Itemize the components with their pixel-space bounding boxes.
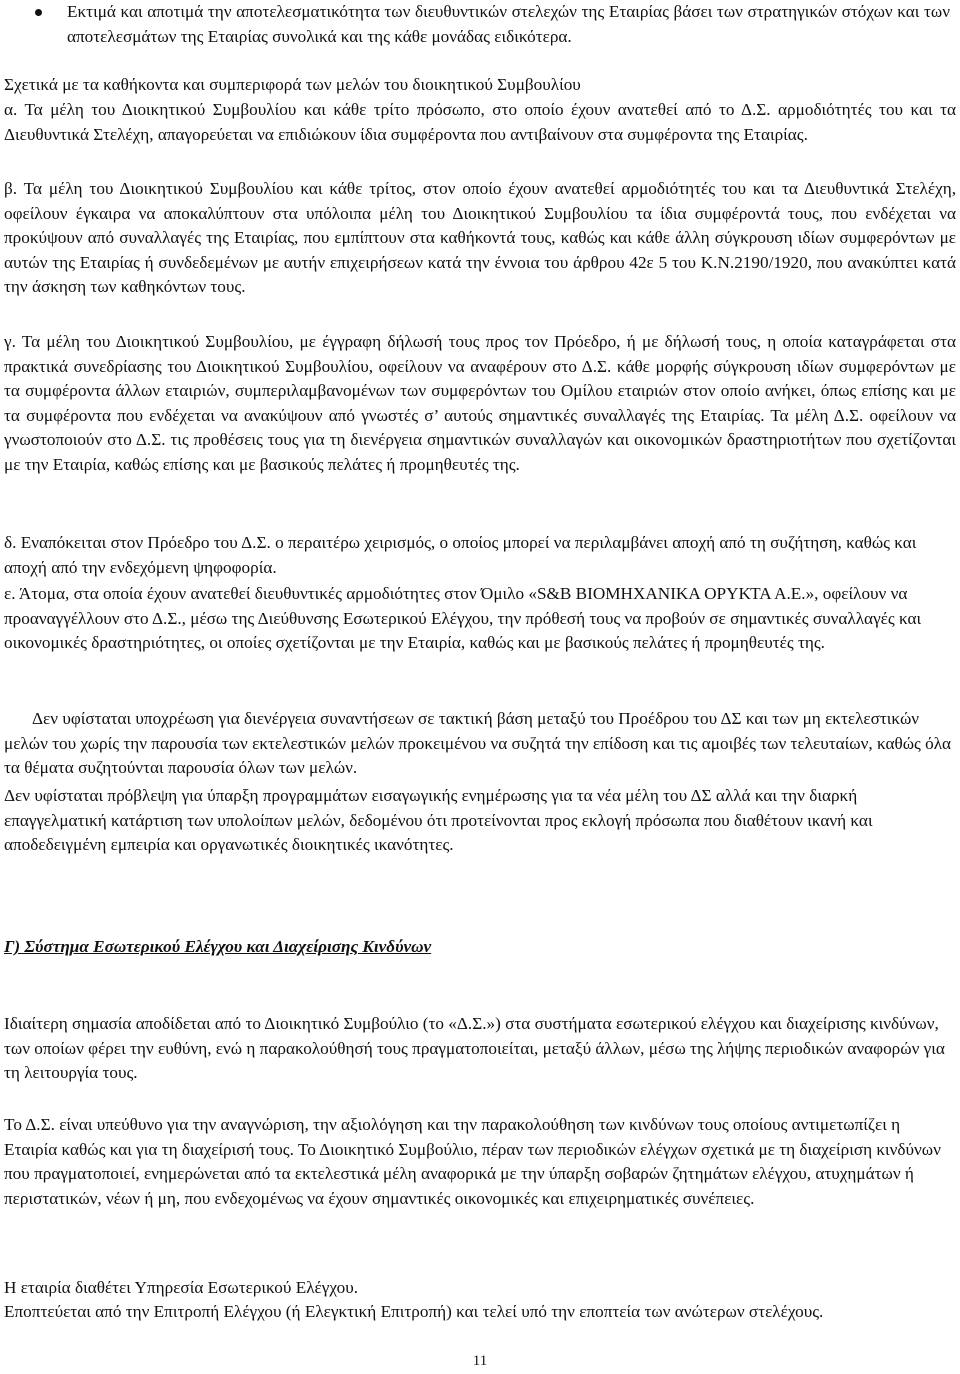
bullet-icon	[35, 9, 42, 16]
section-heading: Γ) Σύστημα Εσωτερικού Ελέγχου και Διαχείρισης Κινδύνων	[4, 937, 432, 956]
paragraph-item-d: δ. Εναπόκειται στον Πρόεδρο του Δ.Σ. ο περαιτέρω χειρισμός, ο οποίος μπορεί να περιλαμβάνει αποχή από τη συζήτηση, καθώς και αποχή από την ενδεχόμενη ψηφοφορία.	[4, 533, 917, 577]
conduct-intro: Σχετικά με τα καθήκοντα και συμπεριφορά των μελών του διοικητικού Συμβουλίου	[4, 75, 581, 94]
paragraph-item-b: β. Τα μέλη του Διοικητικού Συμβουλίου και κάθε τρίτος, στον οποίο έχουν ανατεθεί αρμοδιότητές του και τα Διευθυντικά Στελέχη, οφείλουν έγκαιρα να αποκαλύπτουν στα υπόλοιπα μέλη του Διοικητικού Συμβουλίου τα ίδια συμφέροντά τους, που ενδέχεται να προκύψουν από συναλλαγές της Εταιρίας, που εμπίπτουν στα καθήκοντά τους, καθώς και κάθε άλλη σύγκρουση ιδίων συμφερόντων με αυτών της Εταιρίας ή συνδεδεμένων με αυτήν επιχειρήσεων κατά την έννοια του άρθρου 42ε 5 του Κ.Ν.2190/1920, που ανακύπτει κατά την άσκηση των καθηκόντων τους.	[4, 179, 956, 296]
paragraph-no-obligation: Δεν υφίσταται υποχρέωση για διενέργεια συναντήσεων σε τακτική βάση μεταξύ του Προέδρου του ΔΣ και των μη εκτελεστικών μελών του χωρίς την παρουσία των εκτελεστικών μελών προκειμένου να συζητά την επίδοση και τις αμοιβές των τελευταίων, καθώς όλα τα θέματα συζητούνται παρουσία όλων των μελών.	[4, 709, 952, 777]
paragraph-no-induction: Δεν υφίσταται πρόβλεψη για ύπαρξη προγραμμάτων εισαγωγικής ενημέρωσης για τα νέα μέλη του ΔΣ αλλά και την διαρκή επαγγελματική κατάρτιση των υπολοίπων μελών, δεδομένου ότι προτείνονται προς εκλογή πρόσωπα που διαθέτουν ικανή και αποδεδειγμένη εμπειρία και οργανωτικές διοικητικές ικανότητες.	[4, 786, 873, 854]
paragraph-internal-audit: Η εταιρία διαθέτει Υπηρεσία Εσωτερικού Ελέγχου.	[4, 1278, 358, 1297]
paragraph-item-e: ε. Άτομα, στα οποία έχουν ανατεθεί διευθυντικές αρμοδιότητες στον Όμιλο «S&B ΒΙΟΜΗΧΑΝΙΚΑ ΟΡΥΚΤΑ Α.Ε.», οφείλουν να προαναγγέλλουν στο Δ.Σ., μέσω της Διεύθυνσης Εσωτερικού Ελέγχου, την πρόθεσή τους να προβούν σε σημαντικές συναλλαγές και οικονομικές δραστηριότητες, οι οποίες σχετίζονται με την Εταιρία, καθώς και με βασικούς πελάτες ή προμηθευτές της.	[4, 584, 922, 652]
paragraph-item-c: γ. Τα μέλη του Διοικητικού Συμβουλίου, με έγγραφη δήλωσή τους προς τον Πρόεδρο, ή με δήλωσή τους, η οποία καταγράφεται στα πρακτικά συνεδρίασης του Διοικητικού Συμβουλίου, οφείλουν να αναφέρουν στο Δ.Σ. κάθε μορφής σύγκρουση ιδίων συμφερόντων με τα συμφέροντα άλλων εταιριών, συμπεριλαμβανομένων των συμφερόντων του Ομίλου εταιριών στον οποίο ανήκει, όπως επίσης και με τα συμφέροντα που ενδέχεται να ανακύψουν από γνωστές σ’ αυτούς σημαντικές συναλλαγές της Εταιρίας. Τα μέλη Δ.Σ. οφείλουν να γνωστοποιούν στο Δ.Σ. τις προθέσεις τους για τη διενέργεια σημαντικών συναλλαγών και οικονομικών δραστηριοτήτων που σχετίζονται με την Εταιρία, καθώς επίσης και με βασικούς πελάτες ή προμηθευτές της.	[4, 332, 956, 474]
bullet-item-text: Εκτιμά και αποτιμά την αποτελεσματικότητα των διευθυντικών στελεχών της Εταιρίας βάσει των στρατηγικών στόχων και των αποτελεσμάτων της Εταιρίας συνολικά και της κάθε μονάδας ειδικότερα.	[67, 2, 950, 46]
paragraph-supervision: Εποπτεύεται από την Επιτροπή Ελέγχου (ή Ελεγκτική Επιτροπή) και τελεί υπό την εποπτεία των ανώτερων στελέχους.	[4, 1302, 824, 1321]
paragraph-responsibility: Το Δ.Σ. είναι υπεύθυνο για την αναγνώριση, την αξιολόγηση και την παρακολούθηση των κινδύνων τους οποίους αντιμετωπίζει η Εταιρία καθώς και για τη διαχείρισή τους. Το Διοικητικό Συμβούλιο, πέραν των περιοδικών ελέγχων σχετικά με τη διαχείριση κινδύνων που πραγματοποιεί, ενημερώνεται από τα εκτελεστικά μέλη αναφορικά με την ύπαρξη σοβαρών ζητημάτων ελέγχου, ατυχημάτων ή περιστατικών, νέων ή μη, που ενδεχομένως να έχουν σημαντικές οικονομικές και επιχειρηματικές συνέπειες.	[4, 1115, 941, 1208]
page-number: 11	[472, 1353, 488, 1369]
paragraph-item-a: α. Τα μέλη του Διοικητικού Συμβουλίου και κάθε τρίτο πρόσωπο, στο οποίο έχουν ανατεθεί από το Δ.Σ. αρμοδιότητές του και τα Διευθυντικά Στελέχη, απαγορεύεται να επιδιώκουν ίδια συμφέροντα που αντιβαίνουν στα συμφέροντα της Εταιρίας.	[4, 100, 956, 144]
bullet-list-item	[30, 0, 950, 49]
paragraph-importance: Ιδιαίτερη σημασία αποδίδεται από το Διοικητικό Συμβούλιο (το «Δ.Σ.») στα συστήματα εσωτερικού ελέγχου και διαχείρισης κινδύνων, των οποίων φέρει την ευθύνη, ενώ η παρακολούθησή τους πραγματοποιείται, μεταξύ άλλων, μέσω της λήψης περιοδικών αναφορών για τη λειτουργία τους.	[4, 1014, 945, 1082]
